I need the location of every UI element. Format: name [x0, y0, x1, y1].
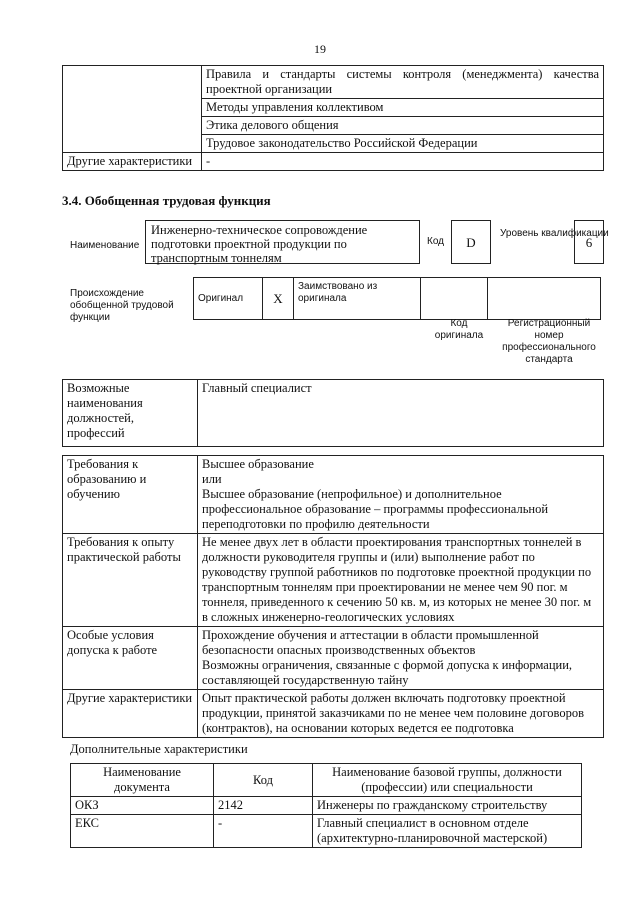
table-row [63, 153, 604, 171]
level-label: Уровень квалификации [500, 228, 609, 239]
requirement-label: Требования к образованию и обучению [63, 456, 198, 534]
other-characteristics-value: - [202, 153, 604, 171]
table-row [63, 66, 604, 99]
positions-table [62, 379, 604, 447]
table-row [63, 627, 604, 690]
origin-table [193, 277, 601, 320]
positions-label: Возможные наименования должностей, профессий [63, 380, 198, 447]
positions-value: Главный специалист [198, 380, 604, 447]
code-label: Код [427, 236, 445, 247]
table-cell: Этика делового общения [202, 117, 604, 135]
registration-number-caption: Регистрационный номер профессионального стандарта [502, 318, 596, 365]
column-header: Наименование документа [71, 764, 214, 797]
table-row [63, 534, 604, 627]
table-cell: Правила и стандарты системы контроля (менеджмента) качества проектной организации [202, 66, 604, 99]
requirement-line: или [202, 472, 222, 486]
registration-number-cell [488, 278, 601, 320]
column-header: Наименование базовой группы, должности (профессии) или специальности [313, 764, 582, 797]
code-field: D [451, 220, 491, 264]
table-cell: Главный специалист в основном отделе (архитектурно-планировочной мастерской) [313, 815, 582, 848]
table-row [63, 690, 604, 738]
section-title: 3.4. Обобщенная трудовая функция [62, 193, 271, 208]
requirement-line: Высшее образование [202, 457, 314, 471]
table-cell: 2142 [214, 797, 313, 815]
original-label: Оригинал [194, 278, 263, 320]
table-cell: Трудовое законодательство Российской Федерации [202, 135, 604, 153]
table-cell: Инженеры по гражданскому строительству [313, 797, 582, 815]
requirement-line: Прохождение обучения и аттестации в области промышленной безопасности опасных производственных объектов [202, 628, 539, 657]
requirement-line: Опыт практической работы должен включать подготовку проектной продукции, принятой заказчиками по не менее чем половине договоров (контрактов), на основании которых ведется ее подготовка [202, 691, 585, 735]
requirement-value [198, 456, 604, 534]
requirement-line: Не менее двух лет в области проектирования транспортных тоннелей в должности руководителя группы и (или) выполнение работ по руководству группой работников по подготовке проектной продукции по транспортным тоннелям при проектировании не менее чем 90 пог. м тоннеля, приведенного к сечению 50 кв. м, из которых не менее 30 пог. м в сложных инженерно-геологических условиях [202, 535, 592, 624]
table-cell-empty [63, 66, 202, 153]
other-characteristics-label: Другие характеристики [63, 153, 202, 171]
table-cell: - [214, 815, 313, 848]
requirement-label: Другие характеристики [63, 690, 198, 738]
table-cell: ОКЗ [71, 797, 214, 815]
original-mark: X [263, 278, 294, 320]
requirement-value [198, 690, 604, 738]
page-number: 19 [314, 42, 326, 56]
additional-characteristics-table [70, 763, 582, 848]
borrowed-label: Заимствовано из оригинала [294, 278, 421, 320]
requirement-label: Требования к опыту практической работы [63, 534, 198, 627]
additional-characteristics-title: Дополнительные характеристики [70, 742, 248, 756]
table-header-row [71, 764, 582, 797]
column-header: Код [214, 764, 313, 797]
requirement-value [198, 534, 604, 627]
table-row [71, 797, 582, 815]
table-row [194, 278, 601, 320]
requirement-line: Возможны ограничения, связанные с формой допуска к информации, составляющей государственную тайну [202, 658, 573, 687]
table-row [63, 456, 604, 534]
requirement-line: Высшее образование (непрофильное) и дополнительное профессиональное образование – программы профессиональной переподготовки по профилю деятельности [202, 487, 549, 531]
name-label: Наименование [70, 240, 140, 251]
table-cell: ЕКС [71, 815, 214, 848]
table-row [63, 380, 604, 447]
level-field: 6 [574, 220, 604, 264]
original-code-caption: Код оригинала [434, 318, 484, 341]
function-name-field: Инженерно-техническое сопровождение подготовки проектной продукции по транспортным тоннелям [145, 220, 420, 264]
requirements-table [62, 455, 604, 738]
table-row [71, 815, 582, 848]
original-code-cell [421, 278, 488, 320]
origin-label: Происхождение обобщенной трудовой функции [70, 288, 174, 323]
requirement-value [198, 627, 604, 690]
knowledge-table [62, 65, 604, 171]
requirement-label: Особые условия допуска к работе [63, 627, 198, 690]
table-cell: Методы управления коллективом [202, 99, 604, 117]
